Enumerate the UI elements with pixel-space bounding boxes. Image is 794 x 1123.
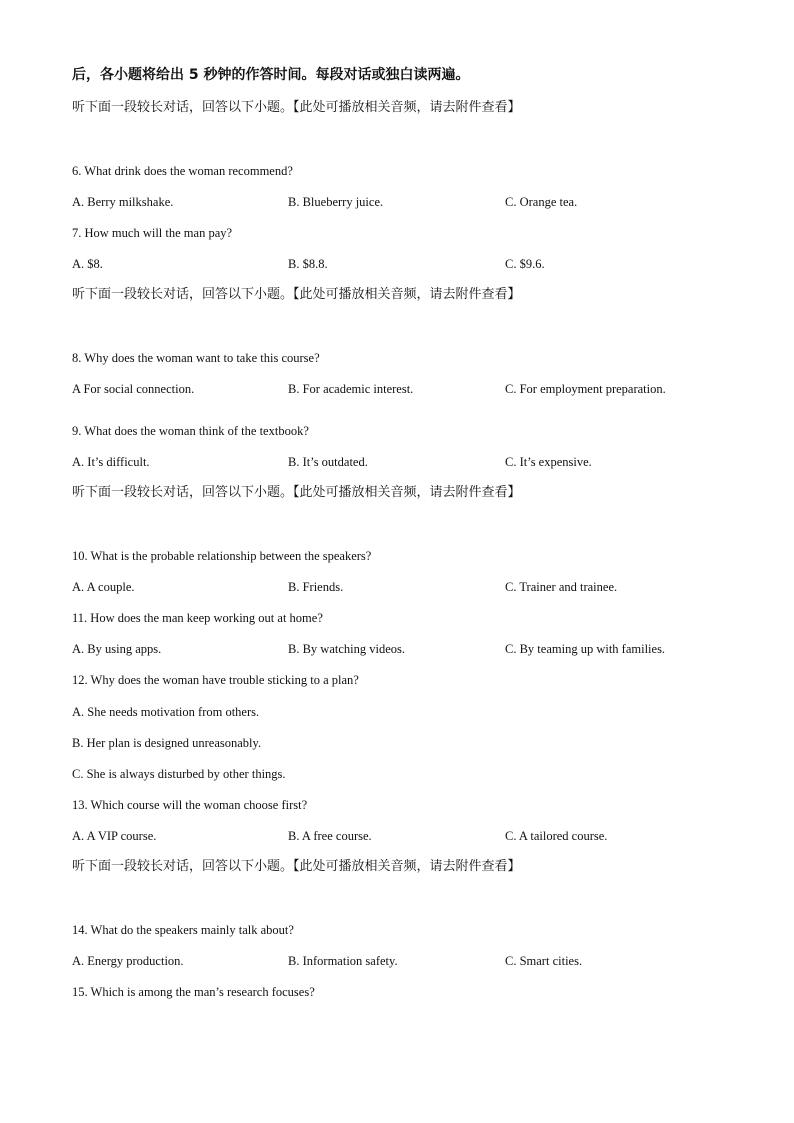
question-9: 9. What does the woman think of the textbook? [72, 424, 309, 438]
q14-option-a: A. Energy production. [72, 954, 184, 968]
q10-option-c: C. Trainer and trainee. [505, 580, 618, 594]
q11-option-a: A. By using apps. [72, 642, 162, 656]
q12-option-c: C. She is always disturbed by other things. [72, 767, 286, 781]
q6-option-a: A. Berry milkshake. [72, 195, 174, 209]
q6-option-c: C. Orange tea. [505, 195, 578, 209]
q6-option-b: B. Blueberry juice. [288, 195, 384, 209]
q9-option-b: B. It’s outdated. [288, 455, 368, 469]
q14-option-b: B. Information safety. [288, 954, 398, 968]
q11-option-c: C. By teaming up with families. [505, 642, 666, 656]
q13-option-b: B. A free course. [288, 829, 372, 843]
listen-prompt-2: 听下面一段较长对话，回答以下小题。【此处可播放相关音频，请去附件查看】 [72, 287, 521, 302]
q10-option-b: B. Friends. [288, 580, 344, 594]
question-11: 11. How does the man keep working out at home? [72, 611, 323, 625]
q12-option-a: A. She needs motivation from others. [72, 705, 260, 719]
question-7: 7. How much will the man pay? [72, 226, 233, 240]
q14-option-c: C. Smart cities. [505, 954, 583, 968]
question-14: 14. What do the speakers mainly talk about? [72, 923, 294, 937]
listen-prompt-4: 听下面一段较长对话，回答以下小题。【此处可播放相关音频，请去附件查看】 [72, 859, 521, 874]
listen-prompt-1: 听下面一段较长对话，回答以下小题。【此处可播放相关音频，请去附件查看】 [72, 100, 521, 115]
question-15: 15. Which is among the man’s research focuses? [72, 985, 315, 999]
q10-option-a: A. A couple. [72, 580, 135, 594]
q9-option-a: A. It’s difficult. [72, 455, 150, 469]
q13-option-a: A. A VIP course. [72, 829, 157, 843]
question-12: 12. Why does the woman have trouble sticking to a plan? [72, 673, 359, 687]
q8-option-a: A For social connection. [72, 382, 195, 396]
q12-option-b: B. Her plan is designed unreasonably. [72, 736, 262, 750]
q13-option-c: C. A tailored course. [505, 829, 608, 843]
question-6: 6. What drink does the woman recommend? [72, 164, 293, 178]
question-13: 13. Which course will the woman choose first? [72, 798, 308, 812]
listen-prompt-3: 听下面一段较长对话，回答以下小题。【此处可播放相关音频，请去附件查看】 [72, 485, 521, 500]
q11-option-b: B. By watching videos. [288, 642, 406, 656]
question-10: 10. What is the probable relationship between the speakers? [72, 549, 372, 563]
q7-option-b: B. $8.8. [288, 257, 328, 271]
question-8: 8. Why does the woman want to take this course? [72, 351, 320, 365]
q9-option-c: C. It’s expensive. [505, 455, 592, 469]
q7-option-a: A. $8. [72, 257, 103, 271]
section-intro: 后，各小题将给出 5 秒钟的作答时间。每段对话或独白读两遍。 [72, 67, 470, 83]
q8-option-c: C. For employment preparation. [505, 382, 666, 396]
q8-option-b: B. For academic interest. [288, 382, 414, 396]
q7-option-c: C. $9.6. [505, 257, 545, 271]
